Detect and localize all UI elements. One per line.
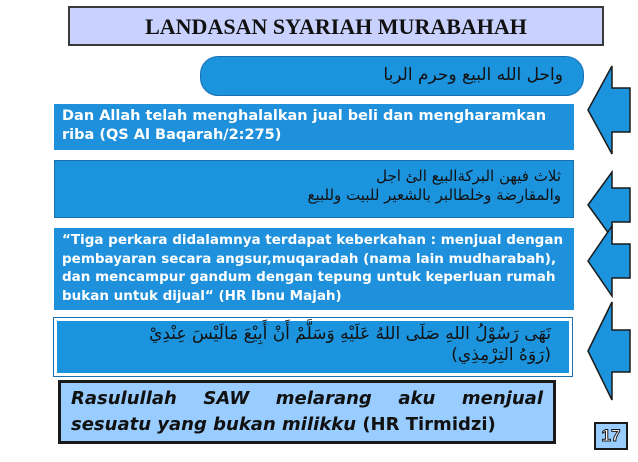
hadith2-arabic-line1: نَهَى رَسُوْلُ اللهِ صَلَى اللهُ عَلَيْهِ وَسَلَّمْ أَنْ أَبِيْعَ مَالَيْسَ عِنْدِيْ xyxy=(149,324,551,344)
hadith2-arabic xyxy=(54,318,572,376)
left-arrow-icon xyxy=(586,224,632,298)
left-arrow-icon xyxy=(586,64,632,156)
verse-translation: Dan Allah telah menghalalkan jual beli dan mengharamkan riba (QS Al Baqarah/2:275) xyxy=(54,104,574,150)
hadith2-translation-line2-rest: (HR Tirmidzi) xyxy=(356,414,496,435)
hadith2-arabic-line2: (رَوَهُ التِرْمِذِي) xyxy=(451,345,551,366)
slide-title: LANDASAN SYARIAH MURABAHAH xyxy=(68,6,604,46)
hadith1-arabic-line1: ثلاث فيهن البركةالبيع الئ اجل xyxy=(376,167,561,185)
hadith1-arabic xyxy=(54,160,574,218)
hadith2-translation-line2-italic: sesuatu yang bukan milikku xyxy=(71,414,357,435)
hadith2-translation-line1: Rasulullah SAW melarang aku menjual xyxy=(71,388,543,409)
hadith1-arabic-line2: والمقارضة وخلطالبر بالشعير للبيت وللبيع xyxy=(307,185,561,204)
verse-arabic: واحل الله البيع وحرم الربا xyxy=(200,56,584,96)
hadith2-translation xyxy=(58,380,556,444)
hadith1-translation: “Tiga perkara didalamnya terdapat keberkahan : menjual dengan pembayaran secara angsur,muqaradah (nama lain mudharabah), dan mencampur gandum dengan tepung untuk keperluan rumah bukan untuk dijual“ (HR Ibnu Majah) xyxy=(54,228,574,310)
left-arrow-icon xyxy=(586,300,632,402)
page-number: 17 xyxy=(594,422,628,450)
hadith2-translation-line2 xyxy=(71,414,496,435)
